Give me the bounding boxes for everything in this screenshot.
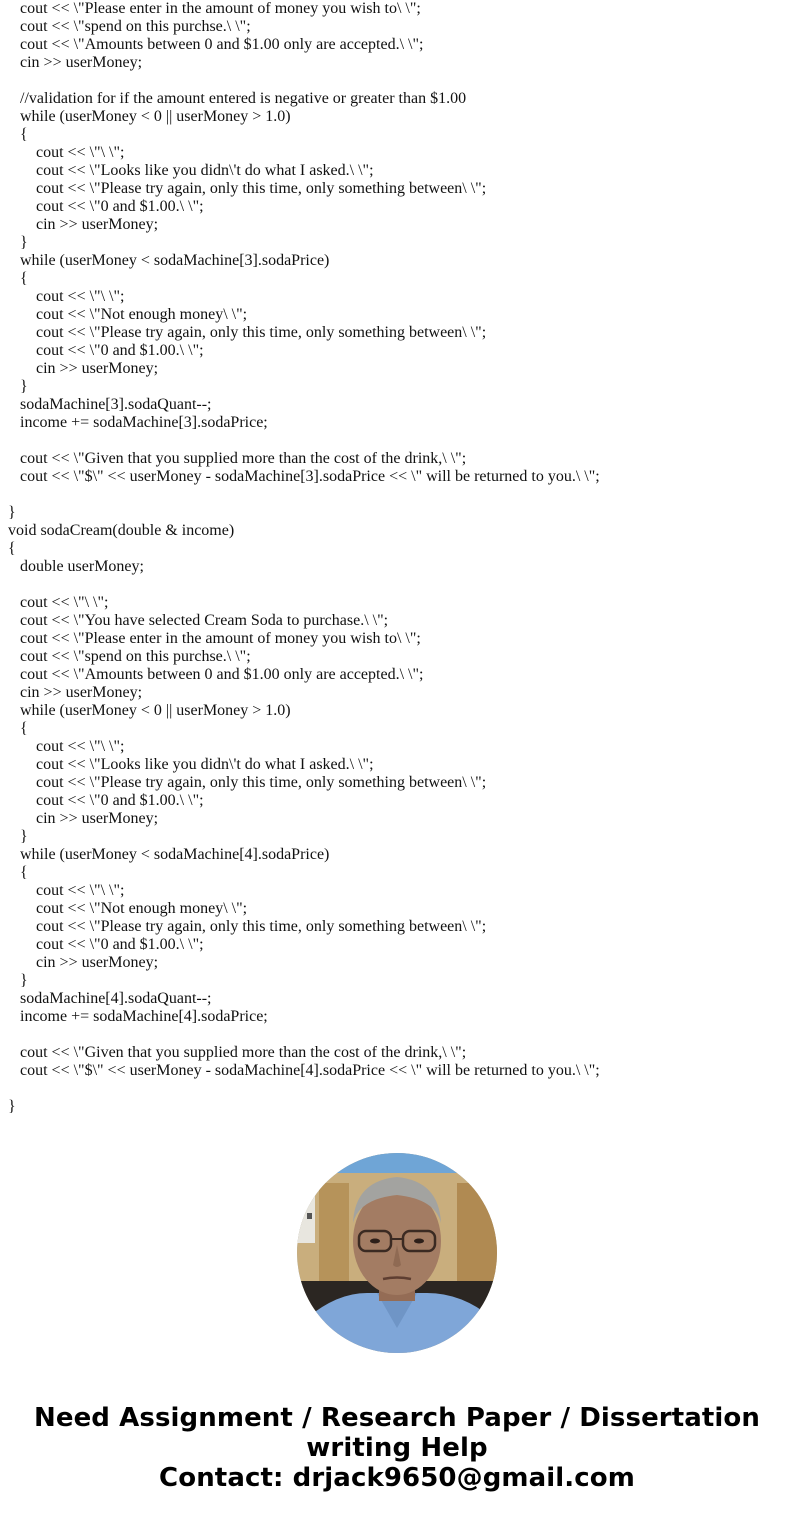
code-line: { — [20, 126, 28, 143]
code-line: cout << \"\ \"; — [36, 288, 125, 305]
code-line: void sodaCream(double & income) — [8, 522, 235, 539]
code-line: cout << \"Not enough money\ \"; — [36, 900, 248, 917]
code-line: } — [20, 378, 28, 395]
promo-line-2: writing Help — [306, 1433, 488, 1463]
code-line: cout << \"\ \"; — [36, 738, 125, 755]
blank-line — [0, 486, 794, 504]
code-line: cout << \"Amounts between 0 and $1.00 only are accepted.\ \"; — [20, 36, 424, 53]
code-line: cout << \"Not enough money\ \"; — [36, 306, 248, 323]
code-line: cout << \"Amounts between 0 and $1.00 only are accepted.\ \"; — [20, 666, 424, 683]
promo-banner — [0, 1403, 794, 1493]
code-line: cout << \"Please enter in the amount of money you wish to\ \"; — [20, 0, 421, 17]
code-line: cin >> userMoney; — [36, 810, 159, 827]
promo-contact: Contact: drjack9650@gmail.com — [159, 1463, 635, 1493]
code-line: while (userMoney < sodaMachine[3].sodaPrice) — [20, 252, 330, 269]
code-line: income += sodaMachine[4].sodaPrice; — [20, 1008, 268, 1025]
code-line: cout << \"0 and $1.00.\ \"; — [36, 198, 204, 215]
code-line: cout << \"Please enter in the amount of money you wish to\ \"; — [20, 630, 421, 647]
code-line: double userMoney; — [20, 558, 144, 575]
code-line: { — [20, 270, 28, 287]
code-line: cout << \"Looks like you didn\'t do what I asked.\ \"; — [36, 162, 374, 179]
code-line: cin >> userMoney; — [20, 684, 143, 701]
code-line: while (userMoney < 0 || userMoney > 1.0) — [20, 702, 291, 719]
code-line: cout << \"\ \"; — [36, 882, 125, 899]
code-line: } — [8, 1098, 16, 1115]
avatar — [297, 1153, 497, 1353]
code-line: cout << \"Please try again, only this time, only something between\ \"; — [36, 774, 487, 791]
blank-line — [0, 72, 794, 90]
code-line: while (userMoney < 0 || userMoney > 1.0) — [20, 108, 291, 125]
code-line: cout << \"0 and $1.00.\ \"; — [36, 792, 204, 809]
code-line: cout << \"$\" << userMoney - sodaMachine[4].sodaPrice << \" will be returned to you.\ \"; — [20, 1062, 600, 1079]
code-line: cout << \"spend on this purchse.\ \"; — [20, 18, 251, 35]
blank-line — [0, 432, 794, 450]
code-line: { — [8, 540, 16, 557]
code-line: income += sodaMachine[3].sodaPrice; — [20, 414, 268, 431]
code-line: } — [20, 234, 28, 251]
code-line: sodaMachine[3].sodaQuant--; — [20, 396, 212, 413]
code-line: cout << \"Given that you supplied more than the cost of the drink,\ \"; — [20, 1044, 467, 1061]
code-line: cout << \"0 and $1.00.\ \"; — [36, 342, 204, 359]
code-line: cin >> userMoney; — [36, 360, 159, 377]
code-line: cout << \"$\" << userMoney - sodaMachine[3].sodaPrice << \" will be returned to you.\ \"; — [20, 468, 600, 485]
code-line: cin >> userMoney; — [36, 216, 159, 233]
code-line: cout << \"You have selected Cream Soda to purchase.\ \"; — [20, 612, 389, 629]
code-line: cout << \"Looks like you didn\'t do what I asked.\ \"; — [36, 756, 374, 773]
portrait-image — [297, 1153, 497, 1353]
promo-line-1: Need Assignment / Research Paper / Dissertation — [33, 1403, 761, 1433]
blank-line — [0, 1080, 794, 1098]
blank-line — [0, 576, 794, 594]
code-line: cout << \"Given that you supplied more than the cost of the drink,\ \"; — [20, 450, 467, 467]
code-line: { — [20, 720, 28, 737]
code-line: cout << \"\ \"; — [36, 144, 125, 161]
code-line: cout << \"0 and $1.00.\ \"; — [36, 936, 204, 953]
code-line: while (userMoney < sodaMachine[4].sodaPrice) — [20, 846, 330, 863]
code-line: cout << \"Please try again, only this time, only something between\ \"; — [36, 918, 487, 935]
code-line: { — [20, 864, 28, 881]
blank-line — [0, 1026, 794, 1044]
code-line: cout << \"spend on this purchse.\ \"; — [20, 648, 251, 665]
code-line: } — [20, 828, 28, 845]
code-line: cin >> userMoney; — [36, 954, 159, 971]
code-line: cin >> userMoney; — [20, 54, 143, 71]
code-line: cout << \"\ \"; — [20, 594, 109, 611]
code-line: cout << \"Please try again, only this time, only something between\ \"; — [36, 180, 487, 197]
code-line: sodaMachine[4].sodaQuant--; — [20, 990, 212, 1007]
code-line: } — [8, 504, 16, 521]
code-line: } — [20, 972, 28, 989]
code-line: //validation for if the amount entered is negative or greater than $1.00 — [20, 90, 467, 107]
code-line: cout << \"Please try again, only this time, only something between\ \"; — [36, 324, 487, 341]
